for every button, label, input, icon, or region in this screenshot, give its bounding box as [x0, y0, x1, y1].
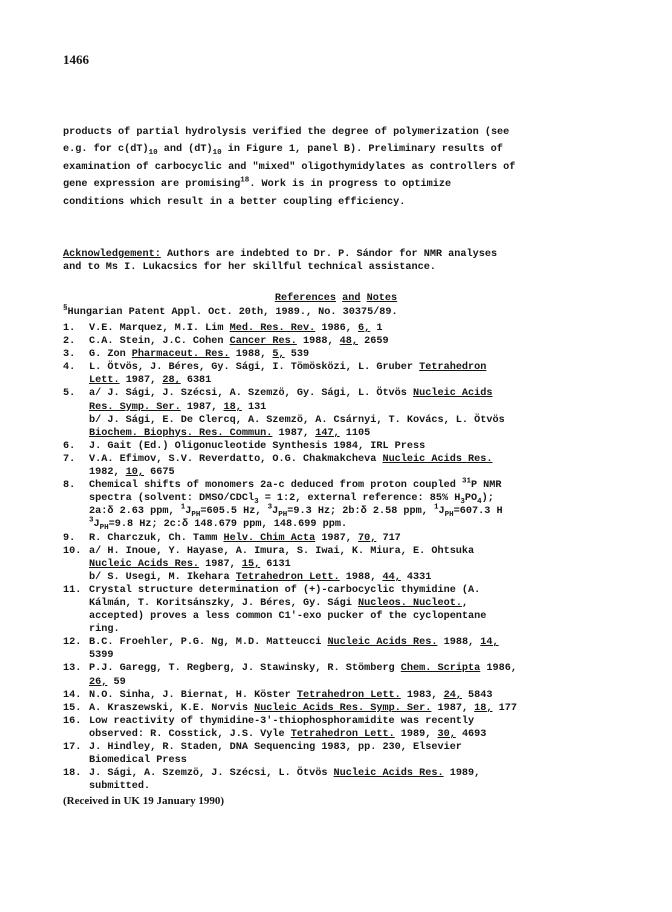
reference-number: 8. [63, 480, 76, 492]
reference-item [63, 662, 613, 688]
volume: 70, [358, 532, 377, 544]
acknowledgement [63, 248, 611, 274]
reference-number: 4. [63, 362, 76, 374]
text-span: 1986, [480, 663, 517, 675]
reference-line: Biomedical Press [89, 755, 187, 767]
text-span: =9.8 Hz; 2c:δ 148.679 ppm, 148.699 ppm. [108, 519, 348, 531]
text-span: 1987, [315, 532, 358, 544]
volume: 15, [241, 558, 261, 570]
journal-name: Nucleos. Nucleot. [358, 597, 462, 609]
reference-text [89, 348, 613, 361]
reference-line [89, 636, 613, 649]
reference-item [63, 440, 613, 453]
reference-item [63, 767, 613, 793]
reference-item [63, 348, 613, 361]
text-span: P NMR [470, 480, 502, 492]
text-span: 131 [241, 401, 267, 413]
text-span: J. Sági, A. Szemzö, J. Szécsi, L. Ötvös [89, 768, 334, 780]
text-span: Kálmán, T. Koritsánszky, J. Béres, Gy. Sági [89, 597, 358, 609]
text-span: 1983, [400, 689, 444, 701]
reference-line [89, 518, 613, 531]
text-span: b/ S. Usegi, M. Ikehara [89, 571, 236, 583]
text-span: V.A. Efimov, S.V. Reverdatto, O.G. Chakmakcheva [89, 453, 383, 465]
reference-line [89, 728, 613, 741]
text-span: A. Kraszewski, K.E. Norvis [89, 702, 255, 714]
text-span: 4693 [455, 728, 487, 740]
text-span: 717 [376, 532, 401, 544]
reference-line [89, 662, 613, 675]
journal-name: Chem. Scripta [400, 663, 481, 675]
text-span: observed: R. Cosstick, J.S. Vyle [89, 728, 291, 740]
journal-name: Med. Res. Rev. [229, 323, 316, 334]
reference-text [89, 335, 613, 348]
journal-name: Lett. [89, 375, 120, 387]
superscript: 1 [434, 503, 439, 512]
text-span: 2659 [358, 336, 389, 348]
volume: 6, [358, 323, 371, 334]
text-span: J [185, 506, 192, 518]
reference-line [89, 479, 613, 492]
journal-name: Pharmaceut. Res. [131, 349, 230, 361]
reference-number: 14. [63, 689, 82, 701]
text-span: Hungarian Patent Appl. Oct. 20th, 1989., No. 30375/89. [67, 307, 398, 318]
volume: 147, [315, 427, 340, 439]
volume: 30, [437, 728, 456, 740]
reference-number: 13. [63, 663, 82, 675]
reference-text [89, 715, 613, 741]
text-span: ); [481, 493, 494, 505]
reference-text [89, 689, 613, 702]
reference-item [63, 702, 613, 715]
superscript: 3 [267, 503, 273, 512]
reference-number: 11. [63, 584, 82, 596]
reference-number: 3. [63, 349, 76, 361]
text-span: 1986, [315, 323, 359, 334]
text-line [63, 159, 611, 176]
text-span: 5843 [461, 689, 493, 701]
volume: 10, [125, 467, 145, 479]
text-span: V.E. Marquez, M.I. Lim [89, 323, 230, 334]
subscript: PH [278, 511, 288, 520]
reference-item [63, 335, 613, 348]
volume: 18, [223, 401, 242, 413]
subscript: 4 [477, 498, 482, 507]
text-span: 6381 [180, 375, 212, 387]
references-heading [0, 293, 672, 304]
text-span: J [272, 506, 279, 518]
text-line [63, 124, 611, 141]
reference-list [63, 322, 613, 793]
reference-line [89, 558, 613, 571]
reference-text [89, 662, 613, 688]
reference-line: 5399 [89, 650, 114, 662]
text-span: . Work is in progress to optimize [249, 179, 452, 191]
text-span: products of partial hydrolysis verified the degree of polymerization (see [63, 127, 510, 138]
reference-item [63, 361, 613, 387]
subscript: PH [99, 524, 109, 533]
reference-line [89, 676, 613, 689]
superscript: 31 [461, 477, 471, 486]
reference-text [89, 702, 613, 715]
reference-line [89, 466, 613, 479]
text-span: 1988, [229, 349, 273, 361]
text-span: Chemical shifts of monomers 2a-c deduced from proton coupled [89, 480, 462, 492]
text-span: conditions which result in a better coupling efficiency. [63, 196, 406, 208]
text-span: gene expression are promising [63, 179, 241, 191]
journal-name: Tetrahedron Lett. [290, 728, 395, 740]
reference-text [89, 584, 613, 636]
reference-item [63, 387, 613, 439]
text-span: 6675 [144, 467, 175, 479]
reference-text [89, 453, 613, 479]
volume: 24, [443, 689, 462, 701]
reference-text [89, 322, 613, 335]
reference-text [89, 532, 613, 545]
subscript: 10 [212, 149, 222, 158]
reference-number: 17. [63, 742, 82, 753]
superscript: 1 [180, 503, 186, 512]
reference-line: accepted) proves a less common C1'-exo pucker of the cyclopentane [89, 611, 487, 623]
reference-item [63, 322, 613, 335]
journal-name: Biochem. Biophys. Res. Commun. [89, 427, 273, 439]
text-span: 59 [107, 676, 126, 688]
journal-name: Nucleic Acids [413, 388, 493, 400]
reference-line [89, 401, 613, 414]
text-span: , [461, 597, 469, 609]
reference-number: 7. [63, 453, 76, 465]
journal-name: Nucleic Acids Res. [382, 453, 493, 465]
volume: 48, [339, 336, 359, 348]
reference-line [89, 387, 613, 400]
reference-line: submitted. [89, 781, 151, 793]
acknowledgement-label: Acknowledgement: [63, 249, 161, 260]
reference-number: 1. [63, 323, 76, 334]
text-span: J [93, 519, 100, 531]
journal-name: Nucleic Acids Res. [89, 558, 200, 570]
reference-line [89, 374, 613, 387]
journal-name: Helv. Chim Acta [223, 532, 316, 544]
reference-line: ring. [89, 624, 120, 636]
subscript: PH [444, 511, 454, 520]
reference-number: 15. [63, 702, 82, 714]
reference-number: 2. [63, 336, 76, 348]
text-span: = 1:2, external reference: 85% H [258, 493, 461, 505]
text-span: 1987, [199, 558, 242, 570]
text-span: 1988, [296, 336, 340, 348]
reference-line [89, 597, 613, 610]
text-span: N.O. Sinha, J. Biernat, H. Köster [89, 689, 297, 701]
text-span: 1988, [437, 637, 481, 649]
reference-text [89, 741, 613, 767]
text-span: 1987, [119, 375, 163, 387]
text-span: B.C. Froehler, P.G. Ng, M.D. Matteucci [89, 637, 328, 649]
superscript: 3 [89, 517, 94, 526]
reference-text [89, 636, 613, 662]
text-span: examination of carbocyclic and "mixed" oligothymidylates as controllers of [63, 161, 516, 173]
reference-text [89, 767, 613, 793]
reference-line [89, 427, 613, 440]
text-span: =607.3 H [453, 506, 503, 518]
subscript: 3 [254, 498, 259, 507]
reference-line: Crystal structure determination of (+)-carbocyclic thymidine (A. [89, 584, 481, 596]
text-span: 1 [370, 323, 383, 334]
journal-name: Res. Symp. Ser. [89, 401, 181, 413]
reference-item [63, 715, 613, 741]
reference-item [63, 532, 613, 545]
journal-name: Cancer Res. [229, 336, 297, 348]
text-span: 1988, [339, 571, 383, 583]
subscript: 3 [460, 498, 465, 507]
reference-item [63, 689, 613, 702]
text-span: e.g. for c(dT) [63, 144, 149, 156]
reference-text [89, 479, 613, 531]
reference-line: Low reactivity of thymidine-3'-thiophosphoramidite was recently [89, 715, 475, 727]
reference-text: J. Gait (Ed.) Oligonucleotide Synthesis 1984, IRL Press [89, 440, 426, 452]
received-date: (Received in UK 19 January 1990) [63, 795, 225, 807]
text-line [63, 248, 611, 261]
journal-name: Tetrahedron Lett. [296, 689, 401, 701]
journal-name: Tetrahedron [419, 362, 487, 374]
reference-item [63, 741, 613, 767]
text-span: and (dT) [157, 144, 213, 156]
text-span: and to Ms I. Lukacsics for her skillful technical assistance. [63, 262, 436, 273]
text-span: 1987, [180, 401, 224, 413]
text-span: 1989, [394, 728, 438, 740]
text-span: 1987, [272, 427, 316, 439]
volume: 14, [480, 637, 499, 649]
heading-word: References [274, 293, 336, 304]
body-paragraph [63, 124, 611, 211]
page-number: 1466 [63, 52, 89, 67]
volume: 26, [89, 676, 108, 688]
volume: 28, [162, 375, 181, 387]
text-line [63, 261, 611, 274]
journal-name: Nucleic Acids Res. Symp. Ser. [254, 702, 432, 714]
journal-name: Tetrahedron Lett. [235, 571, 340, 583]
journal-name: Nucleic Acids Res. [333, 768, 444, 780]
heading-word: Notes [366, 293, 398, 304]
text-span: R. Charczuk, Ch. Tamm [89, 532, 224, 544]
reference-line: b/ J. Sági, E. De Clercq, A. Szemzö, A. Csárnyi, T. Kovács, L. Ötvös [89, 414, 505, 426]
reference-text [89, 545, 613, 584]
text-span: in Figure 1, panel B). Preliminary results of [221, 144, 503, 156]
text-span: =605.5 Hz, [200, 506, 268, 518]
subscript: PH [191, 511, 201, 520]
text-span: a/ J. Sági, J. Szécsi, A. Szemzö, Gy. Sági, L. Ötvös [89, 388, 414, 400]
text-span: J [438, 506, 445, 518]
reference-item [63, 453, 613, 479]
text-span: 177 [492, 702, 517, 714]
reference-text [89, 361, 613, 387]
text-span: 6131 [260, 558, 291, 570]
text-span: P.J. Garegg, T. Regberg, J. Stawinsky, R. Stömberg [89, 663, 401, 675]
reference-line [89, 453, 613, 466]
text-span: Authors are indebted to Dr. P. Sándor for NMR analyses [160, 249, 498, 260]
text-span: 1982, [89, 467, 126, 479]
reference-line [89, 767, 613, 780]
reference-number: 16. [63, 715, 82, 727]
volume: 18, [474, 702, 493, 714]
reference-line: a/ H. Inoue, Y. Hayase, A. Imura, S. Iwai, K. Miura, E. Ohtsuka [89, 545, 475, 557]
text-span: G. Zon [89, 349, 132, 361]
reference-item [63, 545, 613, 584]
reference-number: 18. [63, 768, 82, 780]
text-span: C.A. Stein, J.C. Cohen [89, 336, 230, 348]
text-span: 2a:δ 2.63 ppm, [89, 506, 181, 518]
text-span: 1105 [339, 427, 371, 439]
journal-name: Nucleic Acids Res. [327, 637, 438, 649]
text-span: L. Ötvös, J. Béres, Gy. Sági, I. Tömösközi, L. Gruber [89, 362, 420, 374]
reference-line [89, 571, 613, 584]
reference-line [89, 505, 613, 518]
text-span: 4331 [400, 571, 432, 583]
reference-number: 5. [63, 388, 76, 400]
text-line [63, 176, 611, 193]
section-mark: § [63, 304, 68, 313]
reference-number: 12. [63, 637, 82, 649]
reference-number: 6. [63, 440, 76, 452]
text-span: 539 [284, 349, 310, 361]
reference-item [63, 479, 613, 531]
reference-text [89, 387, 613, 439]
volume: 44, [382, 571, 401, 583]
text-span: 1987, [431, 702, 475, 714]
text-span: PO [464, 493, 478, 505]
reference-number: 10. [63, 545, 82, 557]
citation-superscript: 18 [240, 176, 250, 185]
reference-item [63, 584, 613, 636]
reference-line [89, 492, 613, 505]
volume: 5, [272, 349, 285, 361]
heading-word: and [342, 293, 361, 304]
reference-line: J. Hindley, R. Staden, DNA Sequencing 1983, pp. 230, Elsevier [89, 742, 462, 753]
reference-line [89, 361, 613, 374]
text-line [63, 194, 611, 211]
text-span: =9.3 Hz; 2b:δ 2.58 ppm, [287, 506, 434, 518]
text-line [63, 141, 611, 158]
reference-number: 9. [63, 532, 76, 544]
reference-item [63, 636, 613, 662]
subscript: 10 [148, 149, 158, 158]
patent-note [63, 306, 611, 319]
text-span: spectra (solvent: DMSO/CDCl [89, 493, 255, 505]
text-span: 1989, [443, 768, 481, 780]
